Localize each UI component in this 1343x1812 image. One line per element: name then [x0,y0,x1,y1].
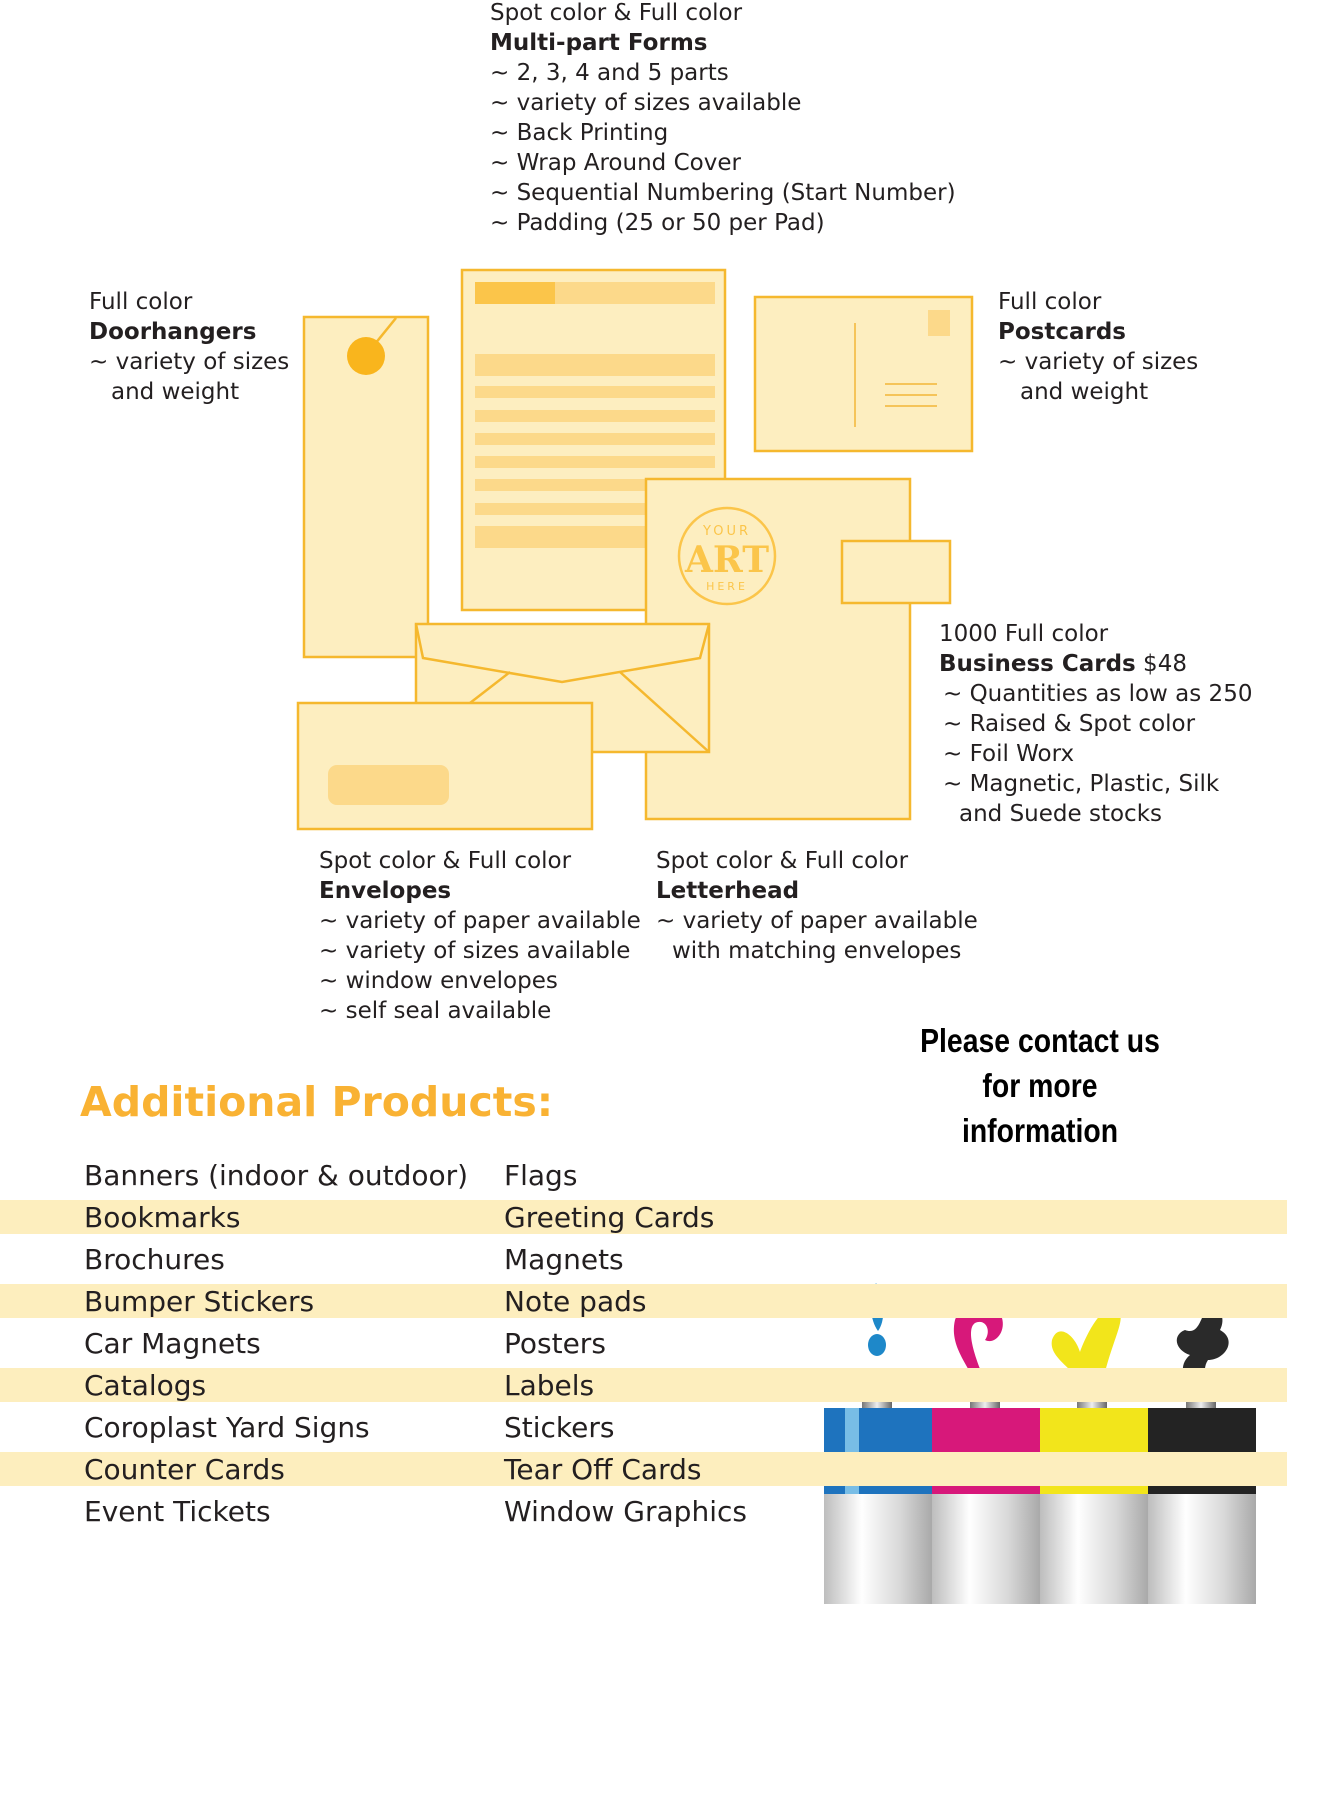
product-item: Magnets [504,1243,624,1276]
letterhead-line1: Spot color & Full color [656,848,909,874]
product-item: Posters [504,1327,606,1360]
product-item: Window Graphics [504,1495,747,1528]
product-item: Counter Cards [84,1453,285,1486]
forms-title: Multi-part Forms [490,30,708,56]
envelopes-item: ~ self seal available [319,998,552,1024]
letterhead-text [656,846,978,966]
envelopes-line1: Spot color & Full color [319,848,572,874]
forms-line1: Spot color & Full color [490,0,743,26]
forms-item: ~ Back Printing [490,120,669,146]
products-column-left [84,1155,468,1533]
envelope-window-icon [328,765,449,805]
doorhanger-hole-icon [347,337,385,375]
contact-message [902,1018,1177,1153]
letterhead-item: with matching envelopes [672,938,962,964]
business-cards-item: and Suede stocks [959,801,1162,827]
envelopes-title: Envelopes [319,878,452,904]
product-item: Labels [504,1369,595,1402]
product-item: Brochures [84,1243,225,1276]
doorhangers-line1: Full color [89,289,193,315]
cyan-paint-tube-icon [824,1283,932,1604]
business-cards-item: ~ Raised & Spot color [943,711,1196,737]
envelopes-item: ~ window envelopes [319,968,558,994]
business-cards-item: ~ Foil Worx [943,741,1075,767]
product-item: Car Magnets [84,1327,261,1360]
forms-item: ~ Padding (25 or 50 per Pad) [490,210,825,236]
forms-item: ~ 2, 3, 4 and 5 parts [490,60,729,86]
doorhangers-item: ~ variety of sizes [89,349,290,375]
postcards-item: ~ variety of sizes [998,349,1199,375]
postcards-item: and weight [1020,379,1149,405]
doorhangers-title: Doorhangers [89,319,257,345]
doorhangers-text [89,287,289,407]
business-cards-item: ~ Magnetic, Plastic, Silk [943,771,1220,797]
product-item: Note pads [504,1285,647,1318]
seal-top-text: YOUR [702,524,752,539]
postcards-line1: Full color [998,289,1102,315]
business-cards-item: ~ Quantities as low as 250 [943,681,1253,707]
postcards-title: Postcards [998,319,1126,345]
seal-mid-text: ART [684,539,770,581]
product-item: Stickers [504,1411,615,1444]
postcards-text [998,287,1198,407]
envelopes-item: ~ variety of paper available [319,908,641,934]
letterhead-title: Letterhead [656,878,800,904]
product-item: Bumper Stickers [84,1285,315,1318]
doorhangers-item: and weight [111,379,240,405]
stamp-icon [928,310,950,336]
forms-text [490,0,956,238]
product-item: Flags [504,1159,578,1192]
product-item: Coroplast Yard Signs [84,1411,370,1444]
letterhead-item: ~ variety of paper available [656,908,978,934]
product-item: Greeting Cards [504,1201,715,1234]
product-item: Bookmarks [84,1201,241,1234]
contact-line1: Please contact us [920,1022,1160,1059]
additional-products-heading: Additional Products: [80,1078,554,1126]
product-item: Event Tickets [84,1495,271,1528]
forms-item: ~ Sequential Numbering (Start Number) [490,180,956,206]
business-cards-line1: 1000 Full color [939,621,1109,647]
product-item: Banners (indoor & outdoor) [84,1159,469,1192]
forms-item: ~ Wrap Around Cover [490,150,741,176]
product-item: Tear Off Cards [504,1453,702,1486]
envelopes-text [319,846,641,1026]
product-item: Catalogs [84,1369,207,1402]
business-cards-price: $48 [1135,651,1187,677]
seal-bottom-text: HERE [706,580,748,593]
business-cards-title: Business Cards [939,651,1136,677]
contact-line2: for more information [961,1067,1119,1149]
business-cards-text [939,619,1252,829]
products-column-right [504,1155,747,1533]
business-card-shape [842,541,950,603]
envelopes-item: ~ variety of sizes available [319,938,631,964]
forms-item: ~ variety of sizes available [490,90,802,116]
